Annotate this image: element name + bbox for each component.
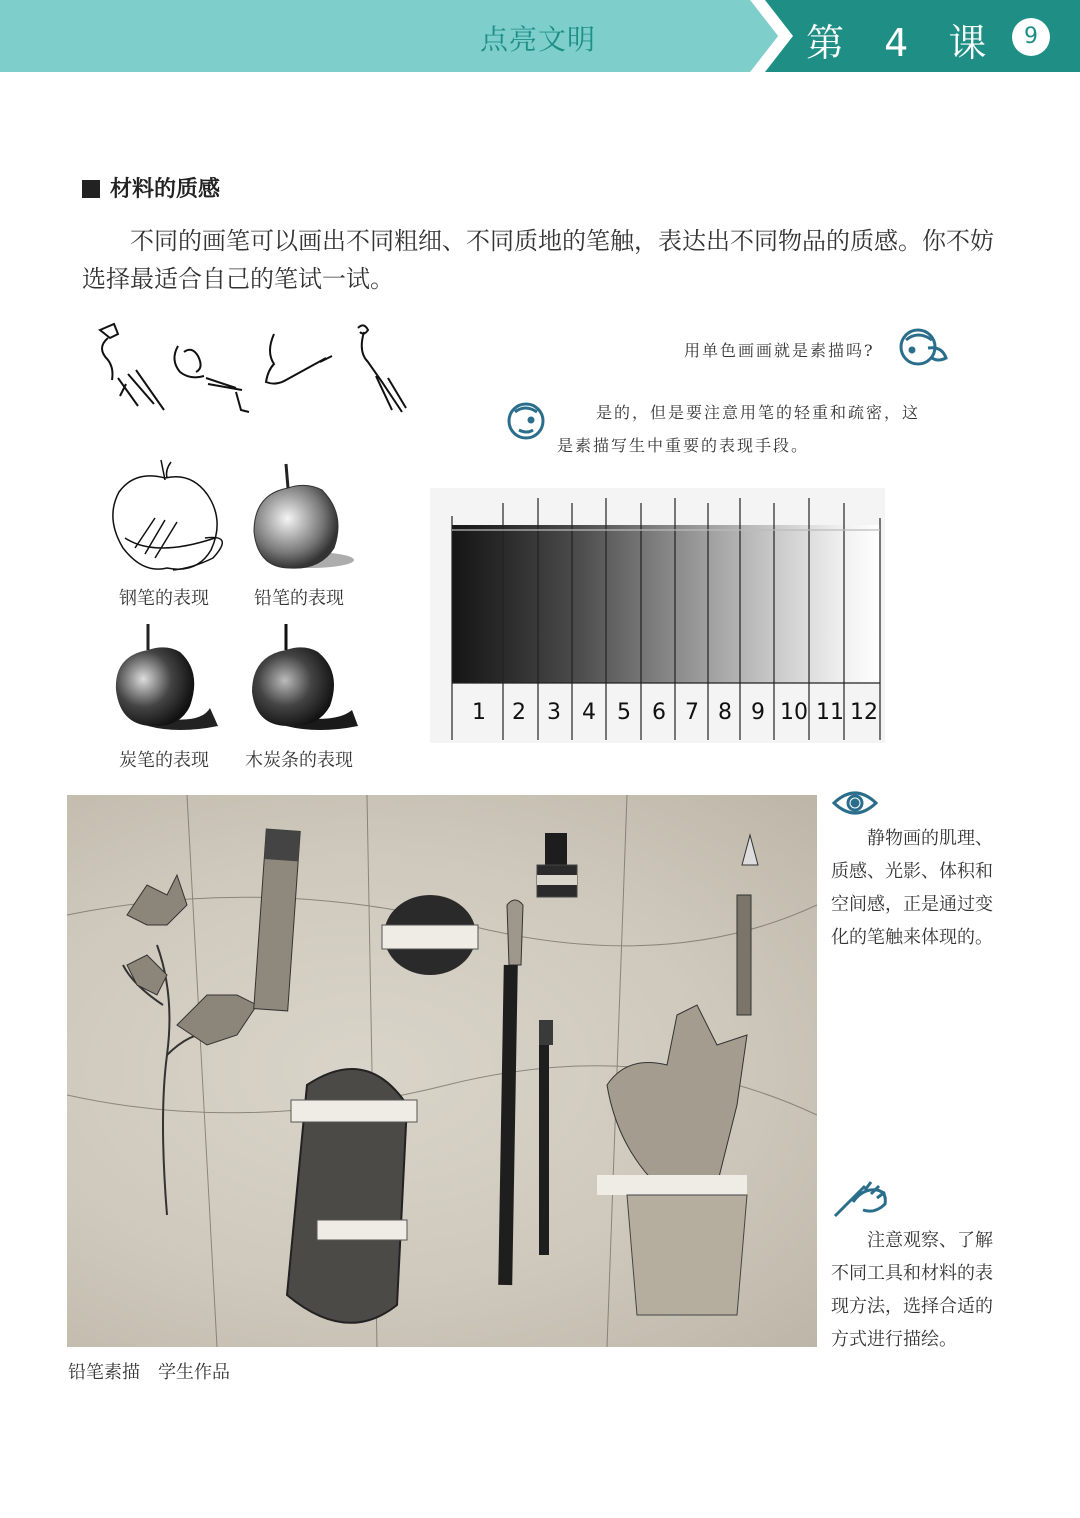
tone-step-label: 4 (582, 700, 596, 725)
tone-step-label: 9 (751, 700, 765, 725)
observe-note-text: 静物画的肌理、质感、光影、体积和空间感，正是通过变化的笔触来体现的。 (831, 828, 993, 948)
tone-step-label: 11 (816, 700, 844, 725)
tone-step-label: 1 (472, 700, 486, 725)
intro-paragraph: 不同的画笔可以画出不同粗细、不同质地的笔触，表达出不同物品的质感。你不妨选择最适合自己的笔试一试。 (82, 227, 994, 293)
lesson-label: 第 4 课 (806, 21, 1001, 65)
unit-title: 点亮文明 (480, 23, 597, 56)
page-header (0, 0, 1080, 72)
girl-face-icon (898, 326, 952, 368)
eye-icon (831, 786, 879, 820)
section-heading-text: 材料的质感 (110, 177, 221, 202)
dialogue-answer-line2: 是素描写生中重要的表现手段。 (557, 436, 810, 455)
tone-step-label: 6 (652, 700, 666, 725)
tone-step-label: 7 (685, 700, 699, 725)
tone-step-label: 5 (617, 700, 631, 725)
apple-charcoal-pencil-sketch (110, 620, 225, 735)
caption-charcoal-pencil-apple: 炭笔的表现 (119, 750, 209, 771)
tool-note (831, 1224, 1006, 1356)
boy-face-icon (505, 400, 547, 442)
hand-pen-icon (831, 1172, 891, 1220)
observe-note (831, 822, 1006, 954)
dialogue-question: 用单色画画就是素描吗? (684, 341, 875, 360)
apple-pen-sketch (105, 458, 225, 578)
apple-pencil-sketch (248, 460, 358, 575)
apple-charcoal-stick-sketch (246, 620, 361, 735)
tool-note-text: 注意观察、了解不同工具和材料的表现方法，选择合适的方式进行描绘。 (831, 1230, 993, 1350)
pen-grip-sketches (88, 318, 428, 423)
section-heading (82, 172, 220, 203)
tone-step-label: 12 (850, 700, 878, 725)
caption-pen-apple: 钢笔的表现 (119, 588, 209, 609)
tone-step-label: 2 (512, 700, 526, 725)
page-number: 9 (1012, 18, 1050, 56)
tone-step-label: 10 (780, 700, 808, 725)
still-life-pencil-drawing (67, 795, 817, 1347)
tone-step-label: 8 (718, 700, 732, 725)
caption-pencil-apple: 铅笔的表现 (254, 588, 344, 609)
still-life-objects (67, 795, 817, 1347)
tone-step-label: 3 (547, 700, 561, 725)
square-bullet-icon (82, 180, 100, 198)
dialogue-answer-line1: 是的，但是要注意用笔的轻重和疏密，这 (596, 403, 921, 422)
caption-charcoal-stick-apple: 木炭条的表现 (245, 750, 353, 771)
drawing-caption: 铅笔素描 学生作品 (68, 1362, 230, 1383)
